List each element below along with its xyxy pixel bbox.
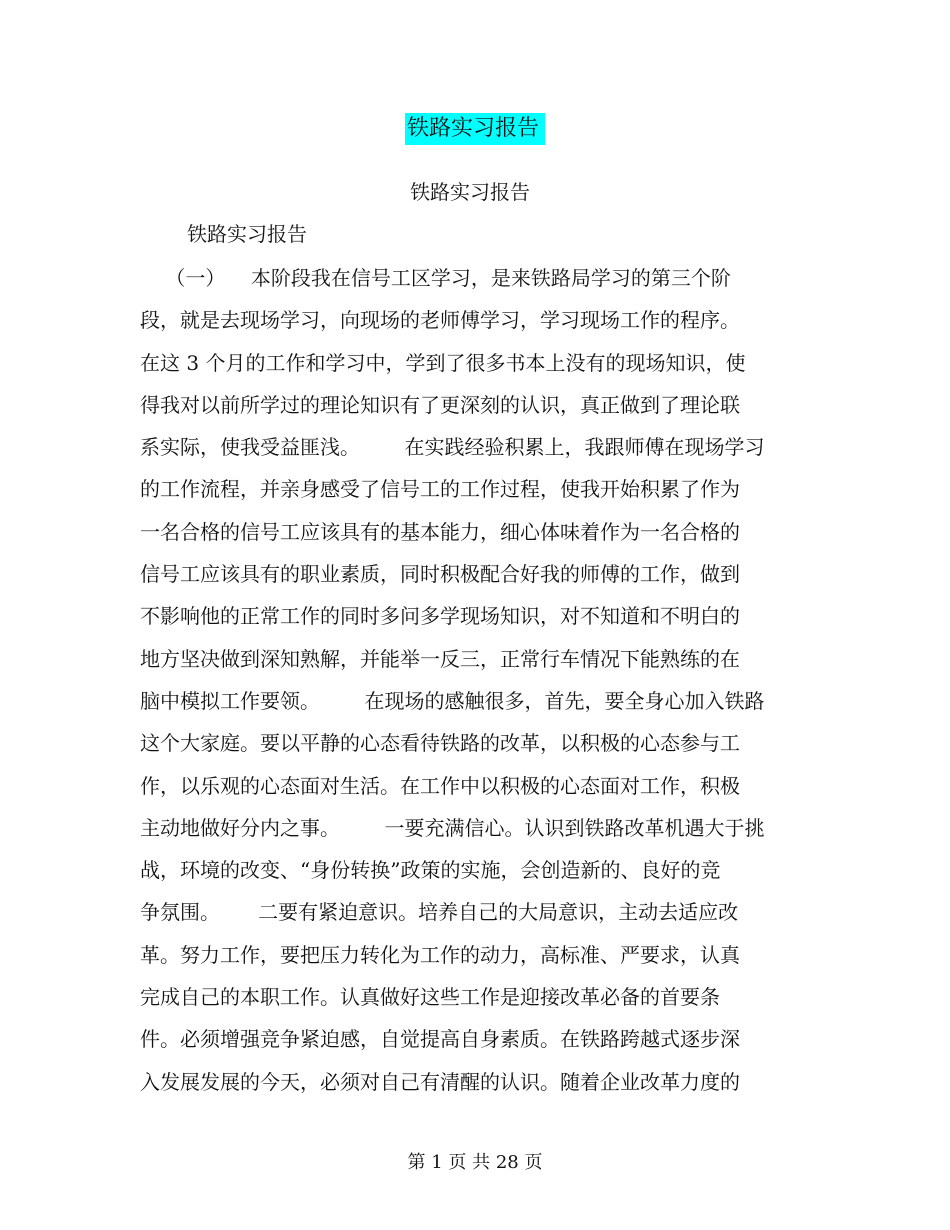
page-footer: 第 1 页 共 28 页: [407, 1152, 543, 1173]
text-line: 入发展发展的今天，必须对自己有清醒的认识。随着企业改革力度的: [140, 1069, 740, 1094]
text-line: 主动地做好分内之事。 一要充满信心。认识到铁路改革机遇大于挑: [140, 815, 765, 840]
section-heading: 铁路实习报告: [187, 222, 307, 246]
text-line: 这个大家庭。要以平静的心态看待铁路的改革，以积极的心态参与工: [140, 731, 740, 756]
text-line: 系实际，使我受益匪浅。 在实践经验积累上，我跟师傅在现场学习: [140, 435, 765, 460]
text-line: 得我对以前所学过的理论知识有了更深刻的认识，真正做到了理论联: [140, 392, 740, 417]
text-line: 信号工应该具有的职业素质，同时积极配合好我的师傅的工作，做到: [140, 562, 740, 587]
document-subtitle: 铁路实习报告: [410, 180, 530, 204]
text-line: （一） 本阶段我在信号工区学习，是来铁路局学习的第三个阶: [140, 266, 731, 290]
document-title: 铁路实习报告: [405, 113, 545, 145]
title-row: [0, 113, 950, 145]
text-line: 在这 3 个月的工作和学习中，学到了很多书本上没有的现场知识，使: [140, 350, 746, 375]
text-line: 不影响他的正常工作的同时多问多学现场知识，对不知道和不明白的: [140, 604, 740, 629]
text-line: 完成自己的本职工作。认真做好这些工作是迎接改革必备的首要条: [140, 985, 720, 1010]
text-line: 争氛围。 二要有紧迫意识。培养自己的大局意识，主动去适应改: [140, 900, 739, 925]
body-text: [140, 262, 780, 1108]
text-line: 脑中模拟工作要领。 在现场的感触很多，首先，要全身心加入铁路: [140, 688, 765, 713]
text-line: 一名合格的信号工应该具有的基本能力，细心体味着作为一名合格的: [140, 519, 740, 544]
text-line: 作，以乐观的心态面对生活。在工作中以积极的心态面对工作，积极: [140, 773, 740, 798]
text-line: 件。必须增强竞争紧迫感，自觉提高自身素质。在铁路跨越式逐步深: [140, 1027, 740, 1052]
text-line: 革。努力工作，要把压力转化为工作的动力，高标准、严要求，认真: [140, 942, 740, 967]
text-line: 战，环境的改变、“身份转换”政策的实施，会创造新的、良好的竞: [140, 858, 721, 883]
text-line: 地方坚决做到深知熟解，并能举一反三，正常行车情况下能熟练的在: [140, 646, 740, 671]
text-line: 段，就是去现场学习，向现场的老师傅学习，学习现场工作的程序。: [140, 308, 740, 333]
text-line: 的工作流程，并亲身感受了信号工的工作过程，使我开始积累了作为: [140, 477, 740, 502]
